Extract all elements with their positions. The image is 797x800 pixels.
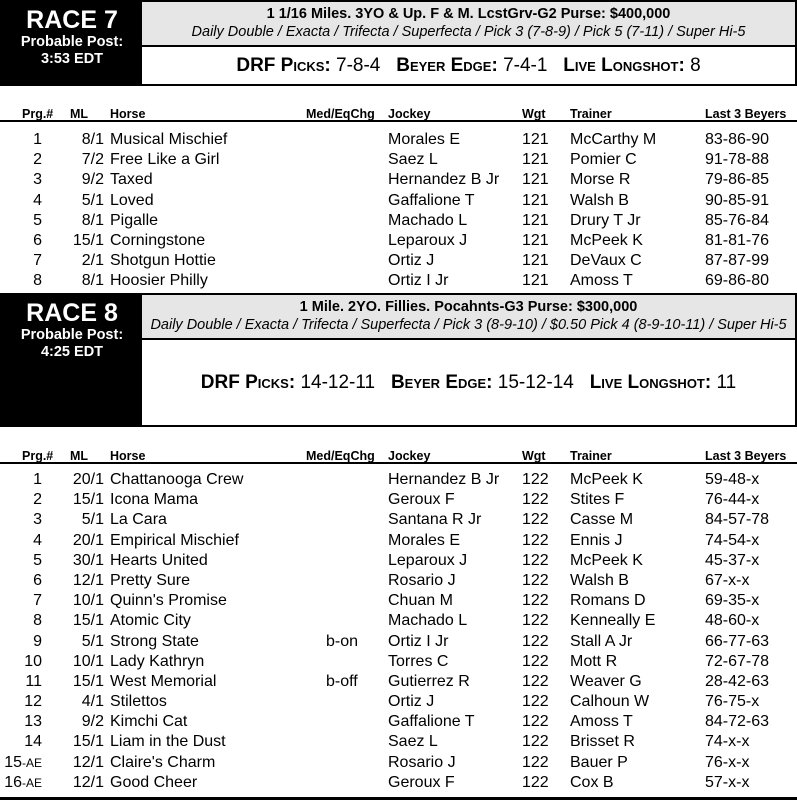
trainer-name: Ennis J [570, 531, 623, 549]
table-row [0, 271, 797, 291]
last-beyers: 69-86-80 [705, 272, 770, 290]
jockey-name: Saez L [388, 733, 438, 751]
program-number [33, 552, 42, 570]
program-number [33, 272, 42, 290]
horse-name: Free Like a Girl [110, 151, 220, 169]
weight: 122 [522, 693, 549, 711]
table-row [0, 712, 797, 732]
weight: 121 [522, 171, 549, 189]
morning-line: 20/1 [72, 531, 104, 549]
jockey-name: Machado L [388, 211, 468, 229]
race-7-description-box [142, 2, 795, 47]
program-number-value: 10 [24, 652, 42, 670]
program-number [33, 491, 42, 509]
table-row [0, 632, 797, 652]
program-number-value: 8 [33, 612, 42, 630]
table-row [0, 191, 797, 211]
col-horse: Horse [110, 449, 146, 463]
col-morning-line: ML [70, 449, 89, 463]
beyer-edge-value: 7-4-1 [503, 54, 548, 76]
jockey-name: Saez L [388, 151, 438, 169]
horse-name: Corningstone [110, 231, 206, 249]
last-beyers: 87-87-99 [705, 252, 770, 270]
trainer-name: Cox B [570, 773, 614, 791]
jockey-name: Ortiz I Jr [388, 272, 449, 290]
last-beyers: 90-85-91 [705, 191, 770, 209]
table-row [0, 672, 797, 692]
program-number-value: 3 [33, 171, 42, 189]
program-number [33, 592, 42, 610]
weight: 122 [522, 612, 549, 630]
horse-name: Claire's Charm [110, 753, 216, 771]
beyer-edge-value: 15-12-14 [497, 371, 574, 393]
drf-picks-label: DRF Picks: [200, 371, 296, 393]
program-number [24, 693, 42, 711]
horse-name: Lady Kathryn [110, 652, 205, 670]
trainer-name: Stites F [570, 491, 625, 509]
program-number [33, 633, 42, 651]
morning-line: 4/1 [81, 693, 104, 711]
program-number-value: 6 [33, 231, 42, 249]
program-number-value: 11 [25, 672, 42, 690]
live-longshot-value: 8 [690, 54, 701, 76]
race-8-info [142, 295, 795, 425]
trainer-name: Calhoun W [570, 693, 650, 711]
program-number-value: 13 [24, 713, 42, 731]
program-number-value: 14 [24, 733, 42, 751]
table-row [0, 571, 797, 591]
program-number [33, 511, 42, 529]
program-number-value: 2 [33, 151, 42, 169]
last-beyers: 81-81-76 [705, 231, 770, 249]
jockey-name: Rosario J [388, 571, 456, 589]
weight: 122 [522, 592, 549, 610]
program-number-value: 4 [33, 191, 42, 209]
program-number-value: 6 [33, 571, 42, 589]
morning-line: 12/1 [72, 753, 104, 771]
program-number [33, 131, 42, 149]
program-number [33, 612, 42, 630]
trainer-name: Brisset R [570, 733, 635, 751]
morning-line: 15/1 [72, 733, 104, 751]
live-longshot-label: Live Longshot: [563, 54, 685, 76]
weight: 121 [522, 272, 549, 290]
trainer-name: DeVaux C [570, 252, 642, 270]
program-number-value: 5 [33, 551, 42, 569]
col-jockey: Jockey [388, 449, 431, 463]
last-beyers: 85-76-84 [705, 211, 770, 229]
jockey-name: Chuan M [388, 592, 453, 610]
col-weight: Wgt [522, 107, 546, 121]
med-change: b-off [326, 672, 358, 690]
last-beyers: 76-75-x [705, 693, 760, 711]
program-number [33, 471, 42, 489]
trainer-name: Bauer P [570, 753, 628, 771]
horse-name: Empirical Mischief [110, 531, 239, 549]
weight: 122 [522, 531, 549, 549]
horse-name: Pretty Sure [110, 571, 191, 589]
live-longshot-label: Live Longshot: [589, 371, 712, 393]
race-7-picks [142, 47, 795, 84]
weight: 122 [522, 491, 549, 509]
weight: 121 [522, 191, 549, 209]
morning-line: 30/1 [72, 551, 104, 569]
program-number-value: 5 [33, 211, 42, 229]
weight: 121 [522, 211, 549, 229]
last-beyers: 67-x-x [705, 571, 750, 589]
horse-name: Shotgun Hottie [110, 252, 216, 270]
table-row [0, 591, 797, 611]
morning-line: 12/1 [72, 571, 104, 589]
table-row [0, 692, 797, 712]
table-row [0, 490, 797, 510]
jockey-name: Morales E [388, 531, 461, 549]
horse-name: Stilettos [110, 693, 167, 711]
also-eligible-tag: -AE [21, 775, 42, 790]
trainer-name: Mott R [570, 652, 618, 670]
program-number-value: 8 [33, 272, 42, 290]
jockey-name: Morales E [388, 131, 461, 148]
weight: 122 [522, 713, 549, 731]
col-jockey: Jockey [388, 107, 431, 121]
jockey-name: Torres C [388, 652, 449, 670]
jockey-name: Geroux F [388, 773, 455, 791]
table-row [0, 231, 797, 251]
last-beyers: 69-35-x [705, 592, 760, 610]
col-med: Med/EqChg [306, 107, 375, 121]
last-beyers: 48-60-x [705, 612, 760, 630]
morning-line: 5/1 [81, 632, 104, 650]
col-weight: Wgt [522, 449, 546, 463]
table-row [0, 753, 797, 773]
race-7-title: RACE 7 [26, 6, 118, 34]
weight: 122 [522, 551, 549, 569]
race-8-description: 1 Mile. 2YO. Fillies. Pocahnts-G3 Purse: $300,000 [299, 299, 638, 315]
program-number-value: 2 [33, 491, 42, 509]
horse-name: Quinn's Promise [110, 592, 227, 610]
col-trainer: Trainer [570, 449, 612, 463]
col-last-beyers: Last 3 Beyers [705, 107, 787, 121]
race-7-post-time: 3:53 EDT [40, 51, 104, 67]
weight: 121 [522, 131, 549, 148]
weight: 121 [522, 231, 549, 249]
horse-name: Strong State [110, 632, 199, 650]
morning-line: 2/1 [81, 252, 104, 270]
race-8-picks [142, 340, 795, 425]
morning-line: 8/1 [81, 131, 104, 148]
table-row [0, 773, 797, 793]
trainer-name: McPeek K [570, 551, 643, 569]
last-beyers: 76-44-x [705, 491, 760, 509]
program-number [33, 532, 42, 550]
last-beyers: 76-x-x [705, 753, 750, 771]
also-eligible-tag: -AE [21, 755, 42, 770]
trainer-name: Walsh B [570, 191, 629, 209]
race-7-wagers: Daily Double / Exacta / Trifecta / Superfecta / Pick 3 (7-8-9) / Pick 5 (7-11) / Super Hi-5 [191, 24, 746, 40]
jockey-name: Geroux F [388, 491, 455, 509]
race-7-description: 1 1/16 Miles. 3YO & Up. F & M. LcstGrv-G2 Purse: $400,000 [266, 6, 671, 22]
beyer-edge-label: Beyer Edge: [390, 371, 493, 393]
program-number [33, 151, 42, 169]
last-beyers: 66-77-63 [705, 632, 770, 650]
weight: 122 [522, 672, 549, 690]
table-row [0, 251, 797, 271]
program-number [24, 733, 42, 751]
program-number [33, 192, 42, 210]
col-program: Prg.# [22, 107, 54, 121]
last-beyers: 84-57-78 [705, 511, 770, 529]
morning-line: 15/1 [72, 672, 104, 690]
live-longshot-value: 11 [716, 371, 737, 393]
program-number [24, 653, 42, 671]
weight: 122 [522, 652, 549, 670]
weight: 121 [522, 252, 549, 270]
last-beyers: 28-42-63 [705, 672, 770, 690]
race-7-info [142, 2, 795, 84]
col-program: Prg.# [22, 449, 54, 463]
program-number [33, 232, 42, 250]
table-row [0, 551, 797, 571]
table-row [0, 732, 797, 752]
table-row [0, 170, 797, 190]
morning-line: 8/1 [81, 211, 104, 229]
trainer-name: Pomier C [570, 151, 637, 169]
last-beyers: 45-37-x [705, 551, 760, 569]
jockey-name: Gaffalione T [388, 713, 475, 731]
drf-picks-label: DRF Picks: [236, 54, 331, 76]
program-number-value: 9 [33, 632, 42, 650]
morning-line: 15/1 [72, 231, 104, 249]
jockey-name: Machado L [388, 612, 468, 630]
horse-name: Kimchi Cat [110, 713, 188, 731]
trainer-name: Kenneally E [570, 612, 656, 630]
last-beyers: 72-67-78 [705, 652, 770, 670]
horse-name: Liam in the Dust [110, 733, 226, 751]
last-beyers: 84-72-63 [705, 713, 770, 731]
horse-name: Atomic City [110, 612, 191, 630]
weight: 122 [522, 733, 549, 751]
horse-name: West Memorial [110, 672, 217, 690]
race-7-column-headers [0, 102, 797, 122]
last-beyers: 59-48-x [705, 471, 760, 488]
race-7-label [2, 2, 142, 84]
program-number [33, 572, 42, 590]
trainer-name: McPeek K [570, 231, 643, 249]
morning-line: 12/1 [72, 773, 104, 791]
program-number [4, 754, 42, 772]
trainer-name: Drury T Jr [570, 211, 641, 229]
last-beyers: 83-86-90 [705, 131, 770, 148]
program-number-value: 12 [24, 693, 42, 711]
trainer-name: McCarthy M [570, 131, 657, 148]
program-number-value: 16 [4, 773, 22, 791]
trainer-name: Morse R [570, 171, 631, 189]
morning-line: 15/1 [72, 491, 104, 509]
program-number [33, 171, 42, 189]
weight: 122 [522, 773, 549, 791]
morning-line: 20/1 [72, 471, 104, 488]
morning-line: 9/2 [81, 713, 104, 731]
med-change: b-on [326, 632, 359, 650]
race-7-header [0, 0, 797, 86]
jockey-name: Santana R Jr [388, 511, 482, 529]
jockey-name: Hernandez B Jr [388, 171, 500, 189]
drf-picks-value: 14-12-11 [300, 371, 376, 393]
program-number [25, 673, 42, 691]
col-med: Med/EqChg [306, 449, 375, 463]
trainer-name: Walsh B [570, 571, 629, 589]
program-number-value: 1 [33, 131, 42, 148]
morning-line: 5/1 [81, 191, 104, 209]
morning-line: 5/1 [81, 511, 104, 529]
jockey-name: Gutierrez R [388, 672, 470, 690]
jockey-name: Ortiz I Jr [388, 632, 449, 650]
program-number [33, 212, 42, 230]
race-8-post-label: Probable Post: [20, 327, 124, 343]
table-row [0, 211, 797, 231]
race-8-post-time: 4:25 EDT [40, 344, 104, 360]
col-trainer: Trainer [570, 107, 612, 121]
program-number [24, 713, 42, 731]
table-row [0, 150, 797, 170]
weight: 121 [522, 151, 549, 169]
horse-name: Taxed [110, 171, 153, 189]
table-row [0, 531, 797, 551]
morning-line: 10/1 [72, 652, 104, 670]
last-beyers: 57-x-x [705, 773, 750, 791]
race-8-entries [0, 470, 797, 793]
weight: 122 [522, 753, 549, 771]
jockey-name: Ortiz J [388, 252, 435, 270]
table-row [0, 611, 797, 631]
jockey-name: Leparoux J [388, 231, 468, 249]
program-number [33, 252, 42, 270]
drf-picks-value: 7-8-4 [336, 54, 381, 76]
race-7-post-label: Probable Post: [20, 34, 124, 50]
race-8-description-box [142, 295, 795, 340]
race-8-wagers: Daily Double / Exacta / Trifecta / Superfecta / Pick 3 (8-9-10) / $0.50 Pick 4 (8-9-10-11) / Super Hi-5 [150, 317, 787, 333]
trainer-name: Amoss T [570, 272, 633, 290]
weight: 122 [522, 471, 549, 488]
col-morning-line: ML [70, 107, 89, 121]
horse-name: Good Cheer [110, 773, 198, 791]
horse-name: Musical Mischief [110, 131, 228, 148]
horse-name: Pigalle [110, 211, 159, 229]
table-row [0, 130, 797, 150]
trainer-name: Amoss T [570, 713, 633, 731]
program-number [4, 774, 42, 792]
col-last-beyers: Last 3 Beyers [705, 449, 787, 463]
table-row [0, 470, 797, 490]
jockey-name: Leparoux J [388, 551, 468, 569]
horse-name: Icona Mama [110, 491, 199, 509]
weight: 122 [522, 571, 549, 589]
morning-line: 9/2 [81, 171, 104, 189]
program-number-value: 3 [33, 511, 42, 529]
program-number-value: 15 [4, 753, 22, 771]
program-number-value: 1 [33, 471, 42, 488]
morning-line: 10/1 [72, 592, 104, 610]
last-beyers: 91-78-88 [705, 151, 770, 169]
race-8-column-headers [0, 444, 797, 464]
jockey-name: Gaffalione T [388, 191, 475, 209]
table-row [0, 510, 797, 530]
trainer-name: McPeek K [570, 471, 643, 488]
horse-name: Chattanooga Crew [110, 471, 244, 488]
horse-name: Hoosier Philly [110, 272, 208, 290]
trainer-name: Weaver G [570, 672, 642, 690]
weight: 122 [522, 632, 549, 650]
jockey-name: Rosario J [388, 753, 456, 771]
trainer-name: Casse M [570, 511, 634, 529]
morning-line: 8/1 [81, 272, 104, 290]
col-horse: Horse [110, 107, 146, 121]
last-beyers: 74-x-x [705, 733, 750, 751]
weight: 122 [522, 511, 549, 529]
race-8-header [0, 293, 797, 427]
horse-name: Loved [110, 191, 154, 209]
beyer-edge-label: Beyer Edge: [396, 54, 498, 76]
horse-name: Hearts United [110, 551, 208, 569]
table-row [0, 652, 797, 672]
race-8-title: RACE 8 [26, 299, 118, 327]
last-beyers: 79-86-85 [705, 171, 770, 189]
jockey-name: Ortiz J [388, 693, 435, 711]
program-number-value: 7 [33, 592, 42, 610]
horse-name: La Cara [110, 511, 167, 529]
program-number-value: 7 [33, 252, 42, 270]
morning-line: 15/1 [72, 612, 104, 630]
race-7-entries [0, 130, 797, 292]
race-8-label [2, 295, 142, 425]
jockey-name: Hernandez B Jr [388, 471, 500, 488]
morning-line: 7/2 [81, 151, 104, 169]
program-number-value: 4 [33, 531, 42, 549]
last-beyers: 74-54-x [705, 531, 760, 549]
trainer-name: Romans D [570, 592, 646, 610]
trainer-name: Stall A Jr [570, 632, 633, 650]
